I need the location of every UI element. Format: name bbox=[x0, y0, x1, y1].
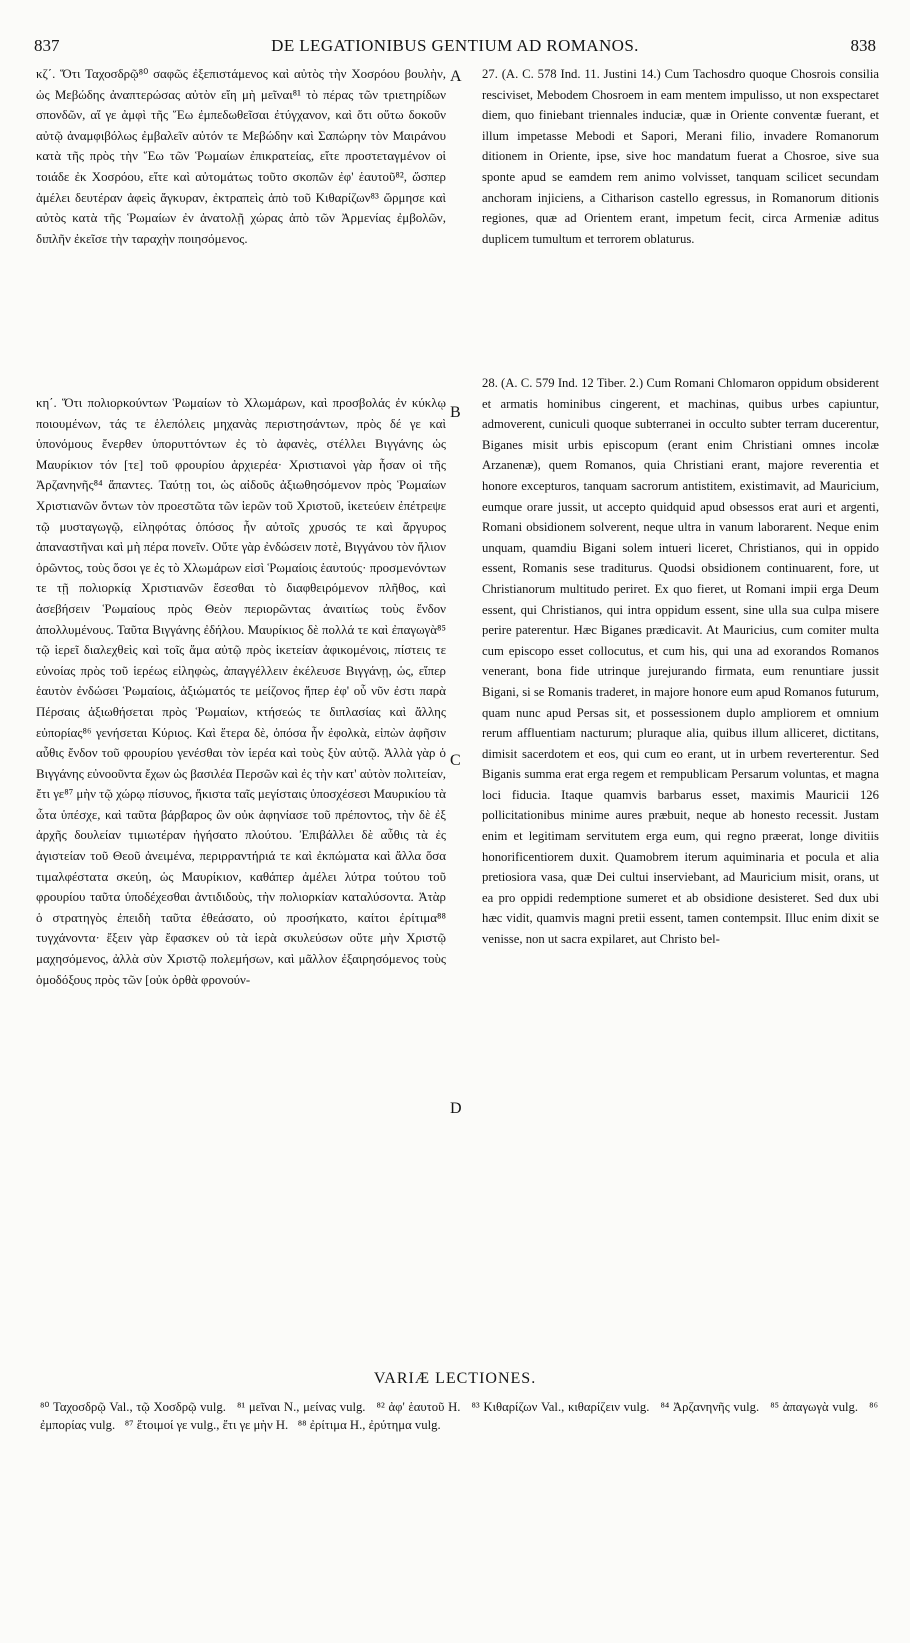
page-number-right: 838 bbox=[850, 36, 876, 55]
latin-paragraph: 27. (A. C. 578 Ind. 11. Justini 14.) Cum Tachosdro quoque Chosrois consilia resciviset, Mebodem Chosroem in eam mentem impulisso, ut non exspectaret diem, quo finiebant triennales induciæ, quæ in Oriente conventæ fuerant, et illum impetasse Mebodi et Sapori, Merani filio, invadere Romanorum ditionem in Oriente, ipse, sive hoc mandatum fuerat a Chosroe, sive sua sponte apud se eamdem rem animo volvisset, tanquam scilicet secundam anchoram injiciens, a Citharison castello egressus, in Romanorum ditionis regiones, quæ ad Orientem erant, impetum fecit, circa Armeniæ aditus duplicem tumultum et terrorem oblaturus. bbox=[482, 67, 883, 246]
greek-paragraph: κζ΄. Ὅτι Ταχοσδρῷ⁸⁰ σαφῶς ἐξεπιστάμενος καὶ αὐτὸς τὴν Χοσρόου βουλὴν, ὡς Μεβώδης ἀναπτερώσας αὐτὸν εἴη μὴ μεῖναι⁸¹ τὸ πέρας τῶν τριετηρίδων σπονδῶν, αἵ γε ἀμφὶ τῆς Ἕω ἐμπεδωθεῖσαι ἐτύγχανον, καὶ ὅτι οὕτω δοκοῦν αὐτῷ ἀναμφιβόλως ἐμβαλεῖν αὐτόν τε Μεβώδην καὶ Σαπώρην τὸν Μαιράνου κατὰ τῆς πρὸς τὴν Ἕω τῶν Ῥωμαίων ἐπικρατείας, εἴτε προστεταγμένον οἱ τοιάδε ἐκ Χοσρόου, εἴτε καὶ αὐτομάτως τοῦτο σκοπῶν ἐφ' ἑαυτοῦ⁸², ὥσπερ ἀμέλει δευτέραν ἀφεὶς ἄγκυραν, ἐκτραπεὶς ἀπὸ τοῦ Κιθαρίζων⁸³ ὥρμησε καὶ αὐτὸς κατὰ τῆς Ῥωμαίων ἐν ἀνατολῇ χώρας ἀπὸ τῶν Ἀρμενίας ἐμβολῶν, διπλῆν ἐκεῖσε τὴν ταραχὴν ποιησόμενος. bbox=[36, 67, 450, 246]
margin-marker: D bbox=[450, 1100, 462, 1117]
margin-marker: C bbox=[450, 752, 461, 769]
running-title: DE LEGATIONIBUS GENTIUM AD ROMANOS. bbox=[271, 36, 639, 55]
latin-paragraph: 28. (A. C. 579 Ind. 12 Tiber. 2.) Cum Romani Chlomaron oppidum obsiderent et armatis hominibus cingerent, et machinas, quibus urbes capiuntur, admoverent, cuniculi quoque subterranei in occulto subter terram ducerentur, Biganes misit urbis episcopum (erant enim Christiani omnes incolæ Arzanenæ), quem Romanos, quia Christiani erant, majore reverentia et honore excepturos, tanquam sacrorum antistitem, existimavit, ad Mauricium, eumque orare jussit, ut accepto quidquid apud obsessos erat auri et argenti, Romani obsidionem solverent, neque ultra in vanum laborarent. Neque enim unquam, quamdiu Bigani solem intueri liceret, Christianos, qui in oppido essent, Romanis sese traditurus. Quodsi obsidionem continuarent, fore, ut Christianorum multitudo periret. Ex quo fieret, ut Romani impii erga Deum essent, qui Christianos, qui intra oppidum essent, sine ulla sua culpa misere perire paterentur. Hæc Biganes prædicavit. At Mauricius, cum comiter multa cum episcopo esset collocutus, et cum his, qui una ad exorandos Romanos venerant, bona fide utrinque jurejurando firmata, eum renuntiare jussit Bigani, si se Romanis traderet, in majore honore eum apud Romanos futurum, quam nunc apud Persas sit, et possessionem duplo ampliorem et omnium rerum affluentiam nacturum; pluraque alia, quibus illum alliceret, dictitans, dimisit sacerdotem et eos, qui cum eo erant, ut in urbem reverterentur. Sed Biganis summa erat erga regem et rempublicam Persarum voluntas, et magna loci fiducia. Itaque quamvis barbarus esset, maximis Mauricii 126 pollicitationibus minime aures præbuit, neque ab honesto recessit. Justam enim et legitimam servitutem erga eum, qui regno præerat, longe divitiis honorificentiorem duxit. Quamobrem iterum aquiminaria et pocula et alia pretiosiora vasa, quæ Dei cultui inserviebant, ad Mauricium misit, orans, ut ea pro oppidi redemptione sumeret et ab obsidione desisteret. Sed dux ubi hæc vidit, quamvis magni pretii essent, tamen contempsit. Illuc enim dixit se venisse, non ut sacra expilaret, aut Christo bel- bbox=[482, 376, 883, 947]
running-header bbox=[34, 36, 876, 60]
margin-marker: A bbox=[450, 68, 462, 85]
varia-lectiones-notes: ⁸⁰ Ταχοσδρῷ Val., τῷ Χοσδρῷ vulg. ⁸¹ μεῖναι N., μείνας vulg. ⁸² ἀφ' ἑαυτοῦ H. ⁸³ Κιθαρίζων Val., κιθαρίζειν vulg. ⁸⁴ Ἀρζανηνῆς vulg. ⁸⁵ ἀπαγωγὰ vulg. ⁸⁶ ἐμπορίας vulg. ⁸⁷ ἕτοιμοί γε vulg., ἔτι γε μὴν H. ⁸⁸ ἐρίτιμα H., ἐρύτημα vulg. bbox=[40, 1400, 882, 1432]
margin-marker: B bbox=[450, 404, 461, 421]
latin-column bbox=[482, 64, 883, 1623]
greek-paragraph: κη΄. Ὅτι πολιορκούντων Ῥωμαίων τὸ Χλωμάρων, καὶ προσβολάς ἐν κύκλῳ ποιουμένων, τάς τε ἑλεπόλεις μηχανὰς περιστησάντων, πρὸς δέ γε καὶ ὑπονόμους ἔνερθεν ὑπορυττόντων ἐς τὸ ἀφανὲς, στέλλει Βιγγάνης ὡς Μαυρίκιον τόν [τε] τοῦ φρουρίου ἀρχιερέα· Χριστιανοὶ γὰρ ἦσαν οἱ τῆς Ἀρζανηνῆς⁸⁴ ἅπαντες. Ταύτῃ τοι, ὡς αἰδοῦς ἀξιωθησόμενον πρὸς Ῥωμαίων Χριστιανῶν ὄντων τὸν προεστῶτα τῶν ἱερῶν τοῦ Χριστοῦ, ἱκετεύειν ἐπέτρεψε τῷ μυσταγωγῷ, εἰληφότας ὁπόσος ἦν αὐτοῖς χρυσός τε καὶ ἄργυρος ἀπαναστῆναι καὶ μὴ πέρα πονεῖν. Οὔτε γὰρ ἐνδώσειν ποτὲ, Βιγγάνου τὸν ἥλιον ὁρῶντος, τοὺς ὅσοι γε ἐς τὸ Χλωμάρων εἰσὶ Ῥωμαίοις ἑαυτούς· προσμενόντων τε τῇ πολιορκίᾳ Χριστιανῶν ἔσεσθαι τὸ διαφθειρόμενον πλῆθος, καὶ ἀσεβήσειν Ῥωμαίους πρὸς Θεὸν περιορῶντας ἀναιτίως τοὺς ἔνδον ἀπολλυμένους. Ταῦτα Βιγγάνης ἐδήλου. Μαυρίκιος δὲ πολλά τε καὶ ἐπαγωγὰ⁸⁵ τῷ ἱερεῖ διαλεχθεὶς καὶ τοῖς ἅμα αὐτῷ πρὸς ἱκετείαν ἀφικομένοις, πίστεις τε εὐνοίας πρὸς τοῦ ἱερέως εἰληφὼς, ἀπαγγέλλειν ἐκέλευσε Βιγγάνῃ, ὡς, εἴπερ ἑαυτὸν ἐνδώσει Ῥωμαίοις, ἀξιώματός τε μείζονος ἤπερ ἐφ' οὗ νῦν ἐστι παρὰ Πέρσαις ἀξιωθήσεται πρὸς Ῥωμαίων, κτήσεώς τε διπλασίας καὶ ἄλλης εὐπορίας⁸⁶ γενήσεται Κύριος. Καὶ ἕτερα δὲ, ὁπόσα ἦν ἐφολκὰ, εἰπὼν ἀφῆσιν αὖθις ἔνδον τοῦ φρουρίου γενέσθαι τὸν ἱερέα καὶ τοὺς ξὺν αὐτῷ. Ἀλλὰ γὰρ ὁ Βιγγάνης εὐνοοῦντα ἔχων ὡς βασιλέα Περσῶν καὶ ἐς τὴν κατ' αὐτὸν πολιτείαν, ἔτι γε⁸⁷ μὴν τῷ χώρῳ πίσυνος, ἥκιστα ταῖς μεγίσταις ὑποσχέσεσι Μαυρικίου τὰ ὦτα ὑπέσχε, καὶ ταῦτα βάρβαρος ὢν οὐκ ἀφηνίασε τοῦ πρέποντος, τὴν δὲ ἐξ ἀρχῆς δουλείαν τιμιωτέραν ἡγήσατο πλούτου. Ἐπιβάλλει δὲ αὖθις τὰ ἐς ἁγιστείαν τοῦ Θεοῦ ἀνειμένα, περιρραντήριά τε καὶ ἐκπώματα καὶ ἄλλα ὅσα τιμαλφέστατα σκεύη, ὡς Μαυρίκιον, καθάπερ ἀμέλει λύτρα τούτου τοῦ φρουρίου ταῦτα ὑποδέχεσθαι ἀντιδιδοὺς, τὴν πολιορκίαν καταλύσοντα. Ἀτὰρ ὁ στρατηγὸς ἐπειδὴ ταῦτα ἐθεάσατο, οὐ προσήκατο, καίτοι ἐρίτιμα⁸⁸ τυγχάνοντα· ἔξειν γὰρ ἔφασκεν οὐ τὰ ἱερὰ σκυλεύσων οὔτε μὴν Χριστῷ μαχησόμενος, ἀλλὰ σὺν Χριστῷ πολεμήσων, καὶ μᾶλλον ἐξαιρησόμενος τοὺς ὁμοδόξους πρὸς τῶν [οὐκ ὀρθὰ φρονούν- bbox=[36, 396, 450, 987]
page-number-left: 837 bbox=[34, 36, 60, 55]
varia-lectiones-title: VARIÆ LECTIONES. bbox=[373, 1370, 537, 1387]
